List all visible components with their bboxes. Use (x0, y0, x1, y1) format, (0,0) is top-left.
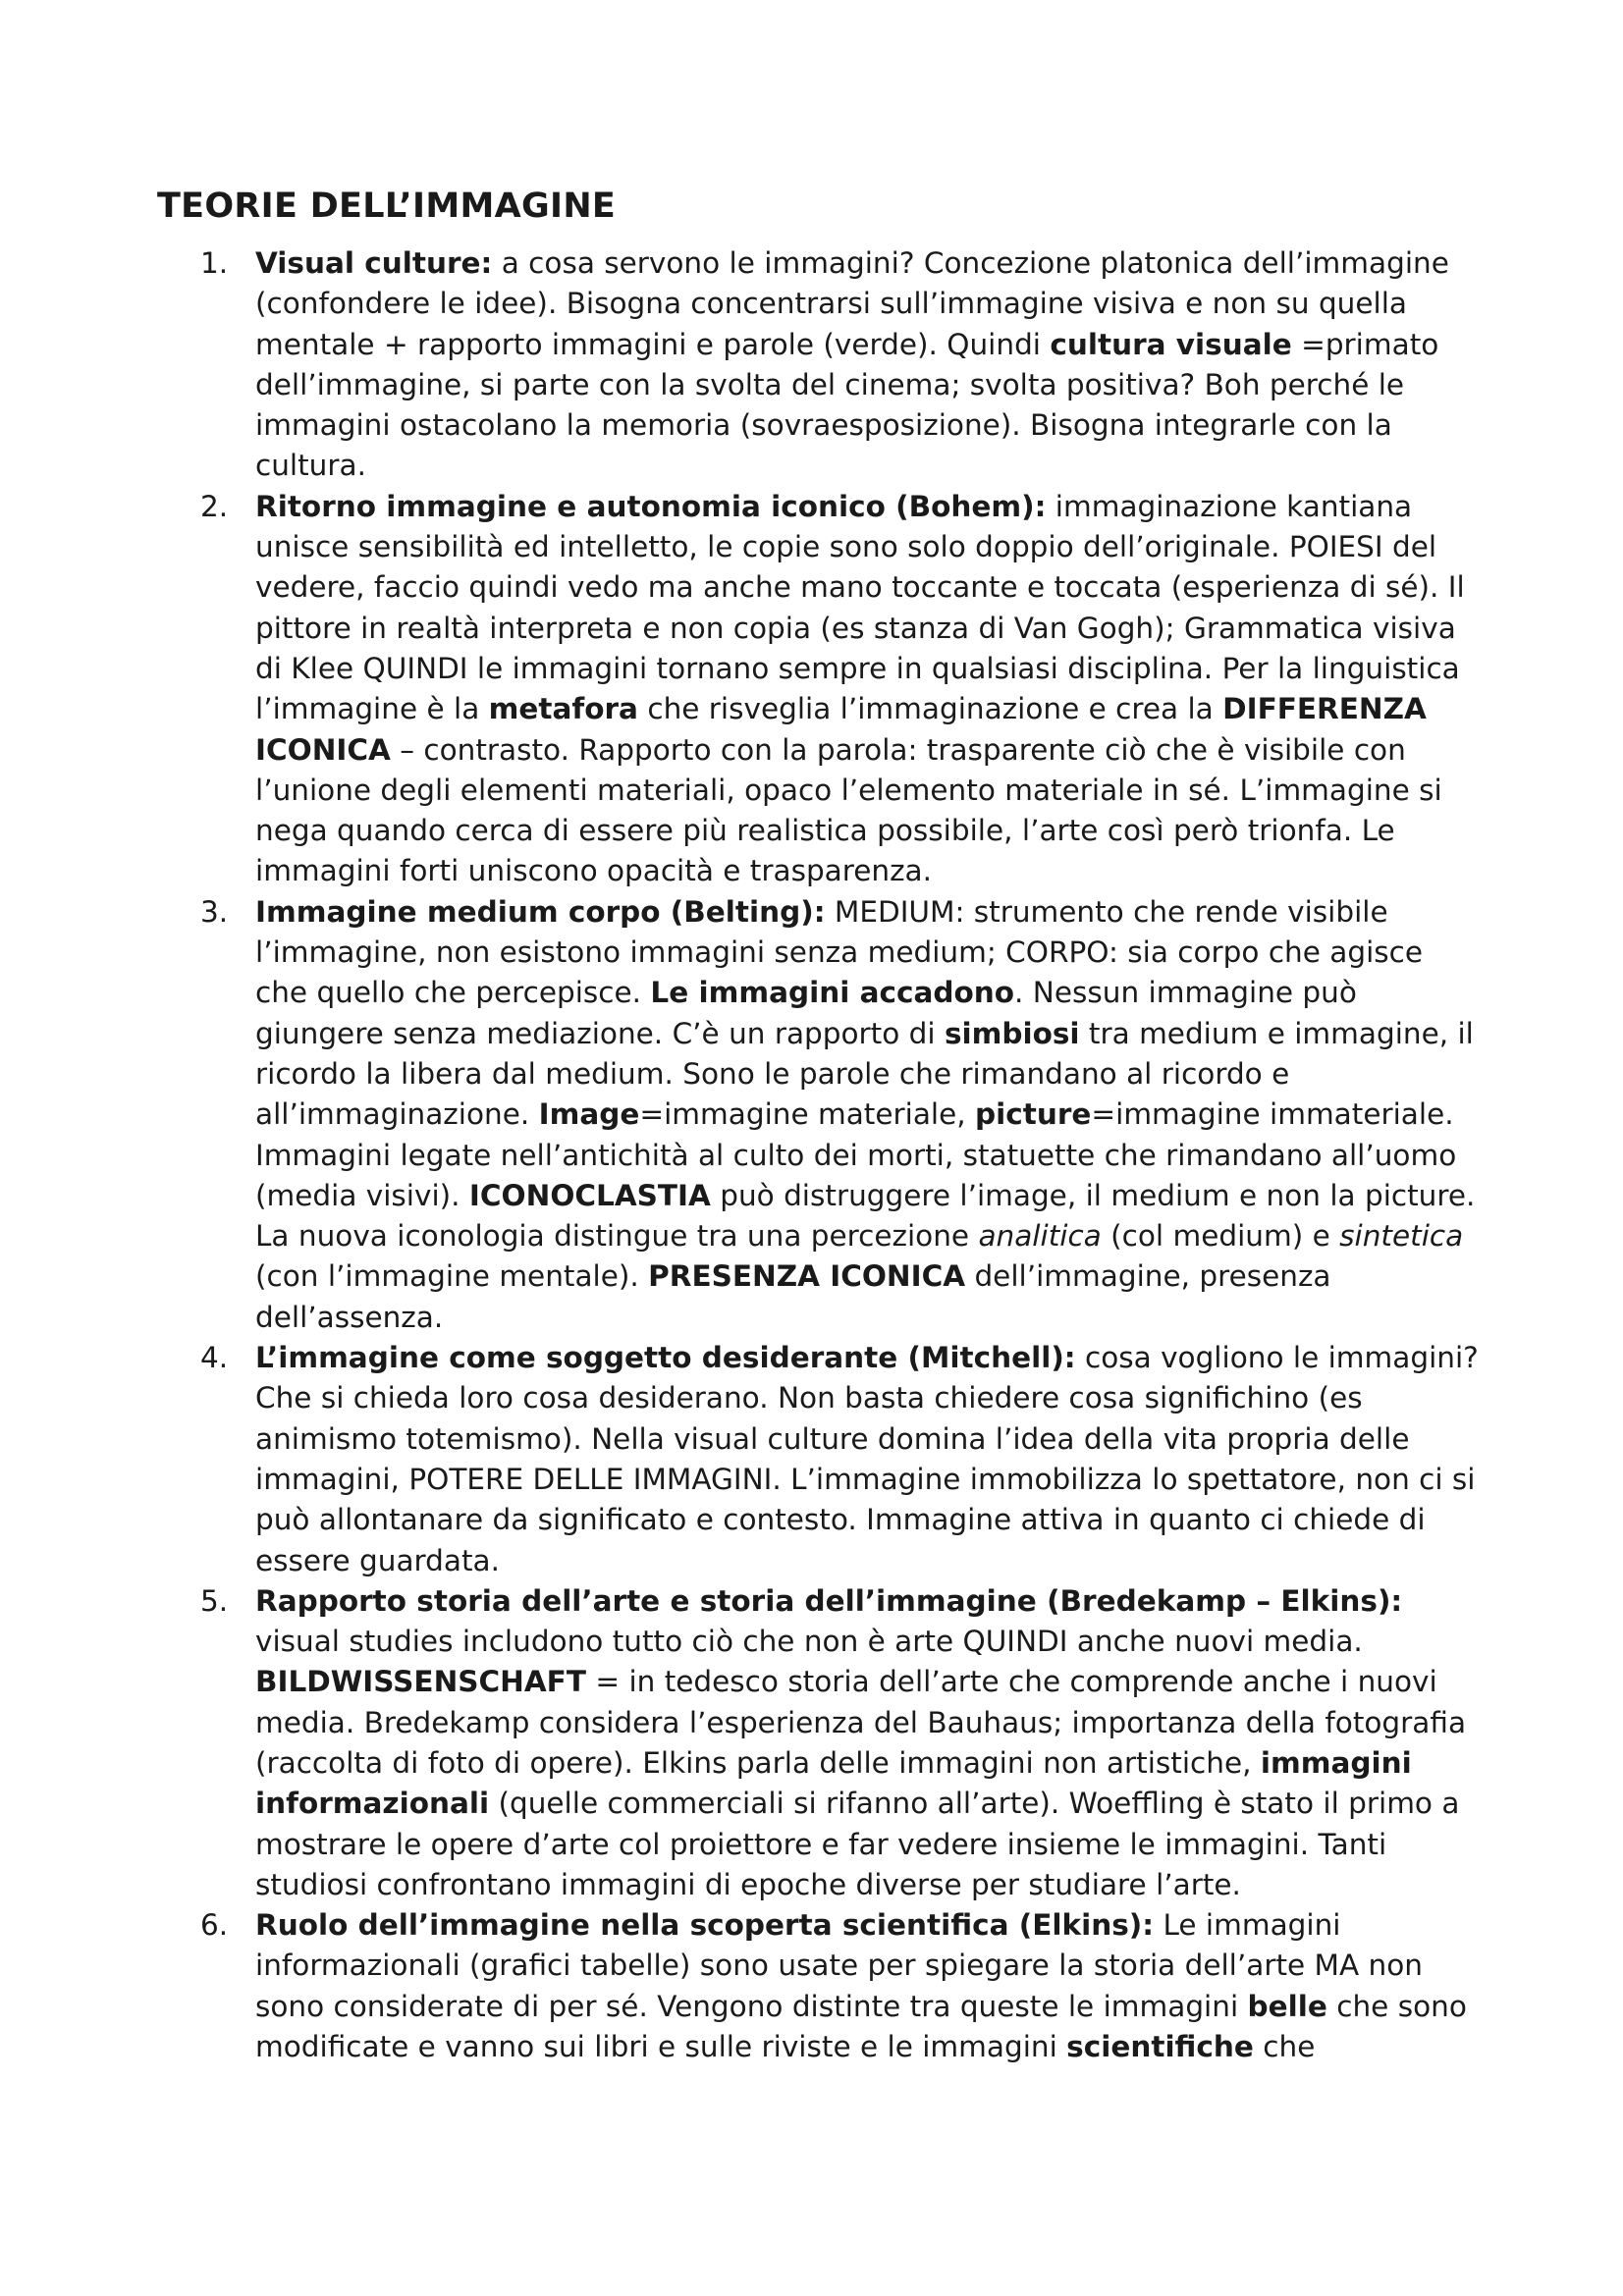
list-item (157, 487, 1483, 892)
bold-term: belle (1247, 1989, 1327, 2023)
text-run: . Nessun immagine può giungere senza mediazione. C’è un rapporto di (255, 976, 1357, 1050)
text-run: =primato dell’immagine, si parte con la svolta del cinema; svolta positiva? Boh perché le immagini ostacolano la memoria (sovraesposizione). Bisogna integrarle con la cultura. (255, 327, 1439, 483)
list-item-number: 2. (200, 489, 229, 523)
topic-list (157, 243, 1483, 2067)
list-item (157, 1581, 1483, 1905)
bold-term: Le immagini accadono (650, 976, 1015, 1010)
list-item-text (255, 1908, 1467, 2063)
text-run: cosa vogliono le immagini? Che si chieda loro cosa desiderano. Non basta chiedere cosa significhino (es animismo totemismo). Nella visual culture domina l’idea della vita propria delle immagini, POTERE DELLE IMMAGINI. L’immagine immobilizza lo spettatore, non ci si può allontanare da significato e contesto. Immagine attiva in quanto ci chiede di essere guardata. (255, 1341, 1479, 1577)
bold-term: L’immagine come soggetto desiderante (Mitchell): (255, 1341, 1076, 1375)
bold-term: Image (538, 1097, 640, 1132)
bold-term: Ritorno immagine e autonomia iconico (Bohem): (255, 489, 1047, 523)
bold-term: immagini informazionali (255, 1745, 1412, 1821)
italic-term: analitica (978, 1219, 1102, 1254)
list-item-text (255, 490, 1465, 888)
bold-term: metafora (488, 692, 638, 726)
text-run: immaginazione kantiana unisce sensibilità ed intelletto, le copie sono solo doppio dell’originale. POIESI del vedere, faccio quindi vedo ma anche mano toccante e toccata (esperienza di sé). Il pittore in realtà interpreta e non copia (es stanza di Van Gogh); Grammatica visiva di Klee QUINDI le immagini tornano sempre in qualsiasi disciplina. Per la linguistica l’immagine è la (255, 489, 1465, 726)
text-run: =immagine materiale, (639, 1097, 976, 1132)
list-item-text (255, 246, 1449, 482)
bold-term: DIFFERENZA ICONICA (255, 692, 1427, 767)
text-run: – contrasto. Rapporto con la parola: trasparente ciò che è visibile con l’unione degli elementi materiali, opaco l’elemento materiale in sé. L’immagine si nega quando cerca di essere più realistica possibile, l’arte così però trionfa. Le immagini forti uniscono opacità e trasparenza. (255, 732, 1442, 888)
bold-term: Ruolo dell’immagine nella scoperta scientifica (Elkins): (255, 1908, 1155, 1943)
list-item-text (255, 1341, 1479, 1576)
bold-term: Rapporto storia dell’arte e storia dell’immagine (Bredekamp – Elkins): (255, 1583, 1403, 1618)
document-page (157, 187, 1483, 2067)
text-run: può distruggere l’image, il medium e non la picture. La nuova iconologia distingue tra una percezione (255, 1178, 1476, 1254)
bold-term: Visual culture: (255, 246, 493, 280)
list-item-text (255, 895, 1475, 1334)
text-run: dell’immagine, presenza dell’assenza. (255, 1259, 1331, 1334)
list-item-number: 6. (200, 1908, 229, 1943)
list-item (157, 1905, 1483, 2067)
bold-term: BILDWISSENSCHAFT (255, 1665, 586, 1699)
text-run: che (1253, 2030, 1316, 2064)
list-item (157, 892, 1483, 1338)
list-item-number: 4. (200, 1341, 229, 1375)
text-run: MEDIUM: strumento che rende visibile l’immagine, non esistono immagini senza medium; CORPO: sia corpo che agisce che quello che percepisce. (255, 894, 1424, 1010)
text-run: Le immagini informazionali (grafici tabelle) sono usate per spiegare la storia dell’arte MA non sono considerate di per sé. Vengono distinte tra queste le immagini (255, 1908, 1424, 2023)
text-run: (con l’immagine mentale). (255, 1259, 649, 1294)
bold-term: simbiosi (944, 1016, 1080, 1050)
bold-term: Immagine medium corpo (Belting): (255, 894, 826, 929)
text-run: a cosa servono le immagini? Concezione platonica dell’immagine (confondere le idee). Bisogna concentrarsi sull’immagine visiva e non su quella mentale + rapporto immagini e parole (verde). Quindi (255, 246, 1449, 361)
list-item-number: 5. (200, 1583, 229, 1618)
bold-term: PRESENZA ICONICA (648, 1259, 966, 1294)
text-run: visual studies includono tutto ciò che non è arte QUINDI anche nuovi media. (255, 1625, 1363, 1659)
text-run: =immagine immateriale. Immagini legate nell’antichità al culto dei morti, statuette che rimandano all’uomo (media visivi). (255, 1097, 1457, 1212)
text-run: (col medium) e (1101, 1219, 1340, 1254)
list-item (157, 1338, 1483, 1581)
text-run: = in tedesco storia dell’arte che comprende anche i nuovi media. Bredekamp considera l’esperienza del Bauhaus; importanza della fotografia (raccolta di foto di opere). Elkins parla delle immagini non artistiche, (255, 1665, 1467, 1780)
text-run: che risveglia l’immaginazione e crea la (637, 692, 1223, 726)
bold-term: cultura visuale (1050, 327, 1292, 361)
bold-term: picture (975, 1097, 1092, 1132)
list-item-text (255, 1584, 1466, 1901)
text-run: tra medium e immagine, il ricordo la libera dal medium. Sono le parole che rimandano al ricordo e all’immaginazione. (255, 1016, 1474, 1132)
list-item-number: 3. (200, 894, 229, 929)
bold-term: ICONOCLASTIA (468, 1178, 711, 1212)
bold-term: scientifiche (1066, 2030, 1254, 2064)
list-item (157, 243, 1483, 487)
text-run: che sono modificate e vanno sui libri e sulle riviste e le immagini (255, 1989, 1467, 2064)
text-run: (quelle commerciali si rifanno all’arte). Woeffling è stato il primo a mostrare le opere d’arte col proiettore e far vedere insieme le immagini. Tanti studiosi confrontano immagini di epoche diverse per studiare l’arte. (255, 1787, 1460, 1901)
italic-term: sintetica (1339, 1219, 1464, 1254)
list-item-number: 1. (200, 246, 229, 280)
document-title: TEORIE DELL’IMMAGINE (157, 187, 617, 226)
